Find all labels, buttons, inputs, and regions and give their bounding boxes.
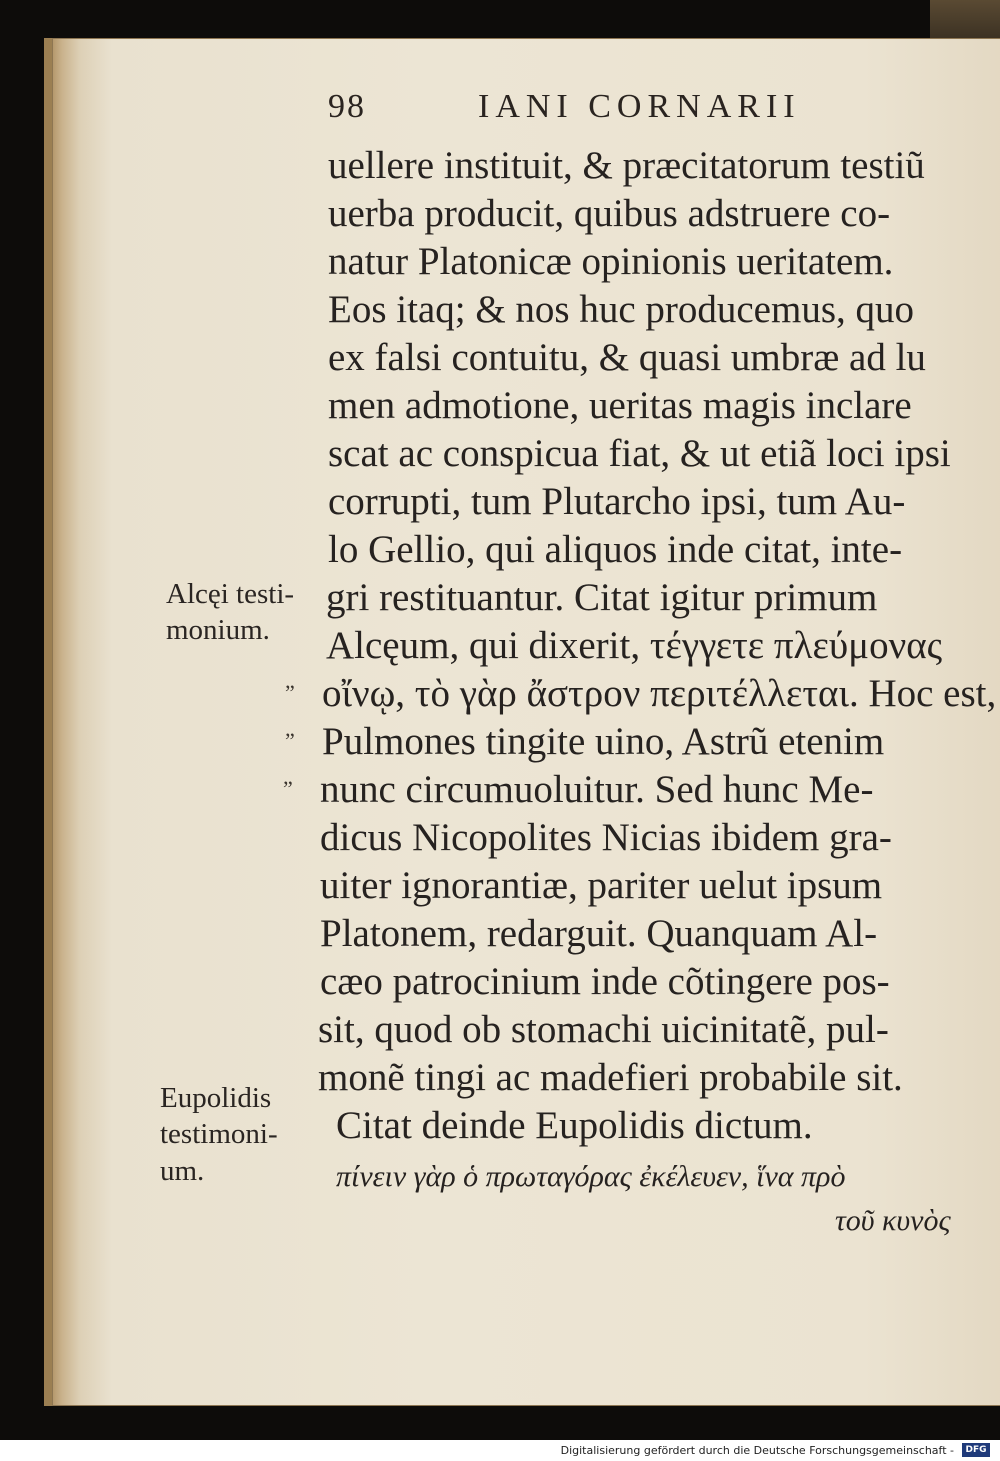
greek-quote-line: πίνειν γὰρ ὁ πρωταγόρας ἐκέλευεν, ἵνα πρὸ [336, 1160, 846, 1193]
body-line: ex falsi contuitu, & quasi umbræ ad lu [328, 336, 926, 379]
body-line: sit, quod ob stomachi uicinitatẽ, pul- [318, 1008, 889, 1051]
body-line: Citat deinde Eupolidis dictum. [336, 1104, 813, 1147]
body-line: monẽ tingi ac madefieri probabile sit. [318, 1056, 903, 1099]
marginal-note-eupolis [160, 1080, 278, 1189]
body-line: uiter ignorantiæ, pariter uelut ipsum [320, 864, 883, 907]
body-line: nunc circumuoluitur. Sed hunc Me- [320, 768, 874, 811]
body-line: Pulmones tingite uino, Astrũ etenim [322, 720, 885, 763]
marginal-line: Eupolidis [160, 1082, 272, 1114]
body-line: natur Platonicæ opinionis ueritatem. [328, 240, 894, 283]
quotation-mark: ” [285, 680, 295, 705]
dfg-logo: DFG [962, 1443, 990, 1457]
body-line: cæo patrocinium inde cõtingere pos- [320, 960, 890, 1003]
funding-credit: Digitalisierung gefördert durch die Deutsche Forschungsgemeinschaft - [560, 1444, 954, 1457]
body-line-with-greek: οἴνῳ, τὸ γὰρ ἄστρον περιτέλλεται. Hoc est, [322, 672, 997, 715]
body-line: Platonem, redarguit. Quanquam Al- [320, 912, 878, 955]
running-title: IANI CORNARII [478, 88, 801, 125]
greek-quote-line: τοῦ κυνὸς [835, 1204, 951, 1237]
page-number: 98 [328, 88, 366, 125]
body-line: men admotione, ueritas magis inclare [328, 384, 912, 427]
body-line-with-greek: Alcęum, qui dixerit, τέγγετε πλεύμονας [326, 624, 943, 667]
body-line: dicus Nicopolites Nicias ibidem gra- [320, 816, 892, 859]
body-line: uellere instituit, & præcitatorum testiũ [328, 144, 925, 187]
marginal-line: Alcęi testi- [166, 578, 295, 610]
page-header [328, 88, 801, 126]
marginal-line: testimoni- [160, 1118, 278, 1151]
body-line: scat ac conspicua fiat, & ut etiã loci ipsi [328, 432, 951, 475]
body-line: gri restituantur. Citat igitur primum [326, 576, 878, 619]
quotation-mark: ” [285, 728, 295, 753]
quotation-mark: ” [283, 776, 293, 801]
marginal-line: um. [160, 1154, 205, 1187]
body-line: corrupti, tum Plutarcho ipsi, tum Au- [328, 480, 906, 523]
marginal-line: monium. [166, 614, 270, 647]
body-line: lo Gellio, qui aliquos inde citat, inte- [328, 528, 903, 571]
body-line: uerba producit, quibus adstruere co- [328, 192, 891, 235]
body-line: Eos itaq; & nos huc producemus, quo [328, 288, 915, 331]
marginal-note-alcaeus [166, 576, 294, 649]
